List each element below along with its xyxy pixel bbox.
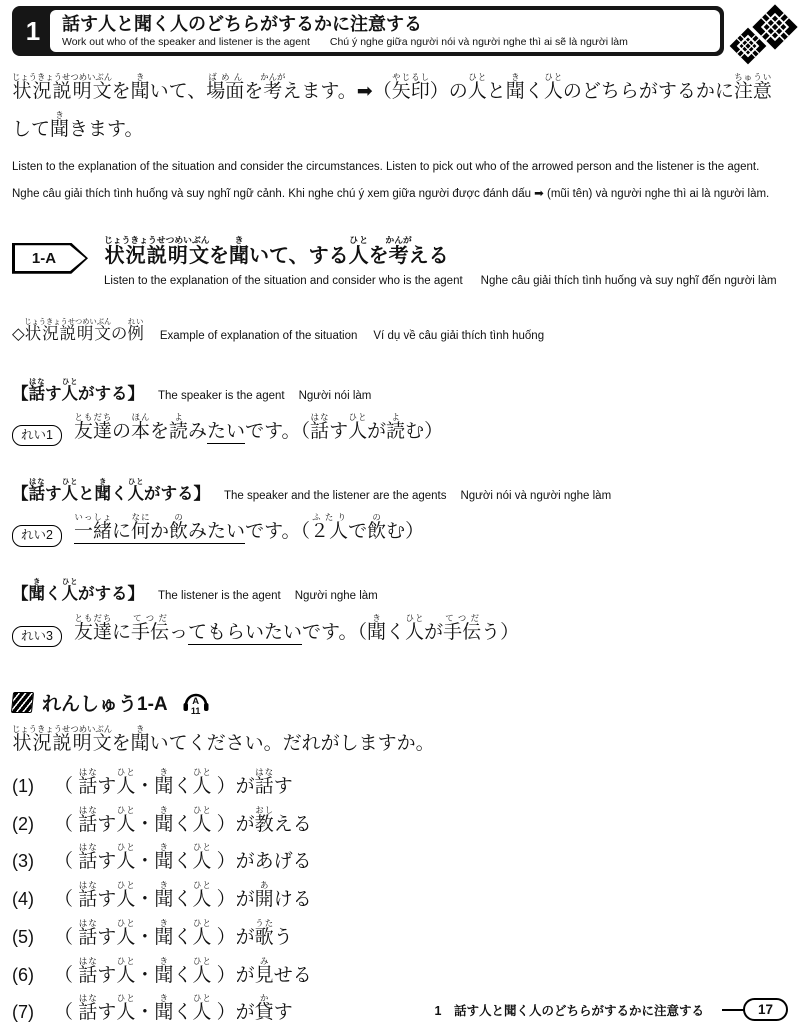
example-bracket-vi: Người nói và người nghe làm <box>460 490 612 503</box>
example-bracket-line <box>12 577 788 610</box>
example-label: れい2 <box>12 525 62 546</box>
striped-pencil-icon <box>11 692 34 713</box>
example-header-en: Example of explanation of the situation <box>159 329 358 342</box>
example-header <box>12 317 788 351</box>
practice-item <box>12 918 788 956</box>
example-bracket-en: The speaker is the agent <box>158 389 285 402</box>
item-number: (2) <box>12 813 34 834</box>
lesson-subtitle-vi: Chú ý nghe giữa người nói và người nghe thì ai sẽ là người làm <box>329 36 628 49</box>
example-bracket-en: The listener is the agent <box>158 590 281 603</box>
example-block-both <box>12 477 788 551</box>
unit-number: 1 <box>25 15 41 46</box>
item-text: （ 話はなす人ひと・聞きく人ひと ）が見みせる <box>54 955 312 986</box>
example-bracket-ja: 【話はなす人ひとと聞きく人ひとがする】 <box>12 477 210 504</box>
item-text: （ 話はなす人ひと・聞きく人ひと ）が貸かす <box>54 993 293 1024</box>
lesson-header <box>12 6 724 56</box>
item-number: (3) <box>12 851 34 872</box>
item-number: (4) <box>12 889 34 910</box>
practice-item <box>12 767 788 805</box>
kumihimo-knot-icon <box>728 2 798 66</box>
example-bracket-ja: 【話はなす人ひとがする】 <box>12 376 144 403</box>
intro-text-vi: Nghe câu giải thích tình huống và suy nghĩ ngữ cảnh. Khi nghe chú ý xem giữa người được đánh dấu ➡ (mũi tên) và người nghe thì ai là người làm. <box>12 188 770 201</box>
item-text: （ 話はなす人ひと・聞きく人ひと ）が教おしえる <box>54 804 312 835</box>
section-1a-title: 状況説明文じょうきょうせつめいぶんを聞きいて、する人ひとを考かんがえる <box>104 234 449 267</box>
section-1a <box>12 235 788 287</box>
headphones-icon <box>181 688 211 718</box>
section-1a-subtitle-en: Listen to the explanation of the situation and consider who is the agent <box>104 274 463 287</box>
example-block-listener <box>12 577 788 651</box>
example-header-ja: ◇状況説明文じょうきょうせつめいぶんの例れい <box>12 316 144 343</box>
item-number: (7) <box>12 1002 34 1023</box>
practice-items <box>12 767 788 1031</box>
item-text: （ 話はなす人ひと・聞きく人ひと ）があげる <box>54 842 312 873</box>
item-number: (1) <box>12 775 34 796</box>
section-1a-subtitle <box>104 275 788 287</box>
example-bracket-vi: Người nghe làm <box>294 590 378 603</box>
practice-item <box>12 956 788 994</box>
practice-item <box>12 805 788 843</box>
intro-section <box>12 72 788 204</box>
item-text: （ 話はなす人ひと・聞きく人ひと ）が話はなす <box>54 766 293 797</box>
example-bracket-vi: Người nói làm <box>298 389 372 402</box>
example-block-speaker <box>12 377 788 451</box>
example-sentence-line <box>12 613 788 652</box>
practice-title: れんしゅう1-A <box>42 694 168 716</box>
lesson-subtitle-en: Work out who of the speaker and listener is the agent <box>62 36 310 49</box>
section-1a-badge <box>12 243 88 274</box>
example-label: れい3 <box>12 626 62 647</box>
intro-text-ja: 状況説明文じょうきょうせつめいぶんを聞きいて、場面ばめんを考かんがえます。➡（矢印やじるし）の人ひとと聞きく人ひとのどちらがするかに注意ちゅういして聞ききます。 <box>12 72 772 141</box>
page-number: 17 <box>743 998 788 1021</box>
lesson-subtitle <box>62 36 708 48</box>
example-sentence-line <box>12 412 788 451</box>
audio-track-number: 11 <box>190 705 201 716</box>
item-text: （ 話はなす人ひと・聞きく人ひと ）が開あける <box>54 880 312 911</box>
audio-track-letter: A <box>192 695 200 707</box>
intro-text-en: Listen to the explanation of the situation and consider the circumstances. Listen to pick out who of the arrowed person and the listener is the agent. <box>12 161 760 174</box>
example-sentence: 一緒いっしょに何なにか飲のみたいです。（２人ふたりで飲のむ） <box>73 512 425 543</box>
example-bracket-ja: 【聞きく人ひとがする】 <box>12 577 144 604</box>
item-number: (6) <box>12 964 34 985</box>
example-label: れい1 <box>12 425 62 446</box>
example-bracket-line <box>12 477 788 510</box>
example-header-vi: Ví dụ về câu giải thích tình huống <box>373 329 545 342</box>
example-bracket-en: The speaker and the listener are the agents <box>224 490 447 503</box>
item-number: (5) <box>12 926 34 947</box>
page-footer <box>435 998 788 1021</box>
example-sentence: 友達ともだちに手伝てつだってもらいたいです。（聞きく人ひとが手伝てつだう） <box>73 612 520 643</box>
practice-item <box>12 880 788 918</box>
practice-instruction: 状況説明文じょうきょうせつめいぶんを聞きいてください。だれがしますか。 <box>12 723 435 754</box>
practice-header <box>12 688 788 718</box>
item-text: （ 話はなす人ひと・聞きく人ひと ）が歌うたう <box>54 917 293 948</box>
footer-lesson-title: 1 話す人と聞く人のどちらがするかに注意する <box>434 1003 704 1018</box>
section-1a-subtitle-vi: Nghe câu giải thích tình huống và suy nghĩ đến người làm <box>480 274 777 287</box>
practice-item <box>12 842 788 880</box>
lesson-title-box <box>50 10 720 52</box>
example-bracket-line <box>12 377 788 410</box>
section-1a-body <box>104 235 788 287</box>
footer-rule <box>722 1009 744 1011</box>
example-sentence-line <box>12 512 788 551</box>
lesson-title: 話す人と聞く人のどちらがするかに注意する <box>62 14 422 34</box>
badge-label: 1-A <box>31 249 57 267</box>
example-sentence: 友達ともだちの本ほんを読よみたいです。（話はなす人ひとが読よむ） <box>73 412 444 443</box>
